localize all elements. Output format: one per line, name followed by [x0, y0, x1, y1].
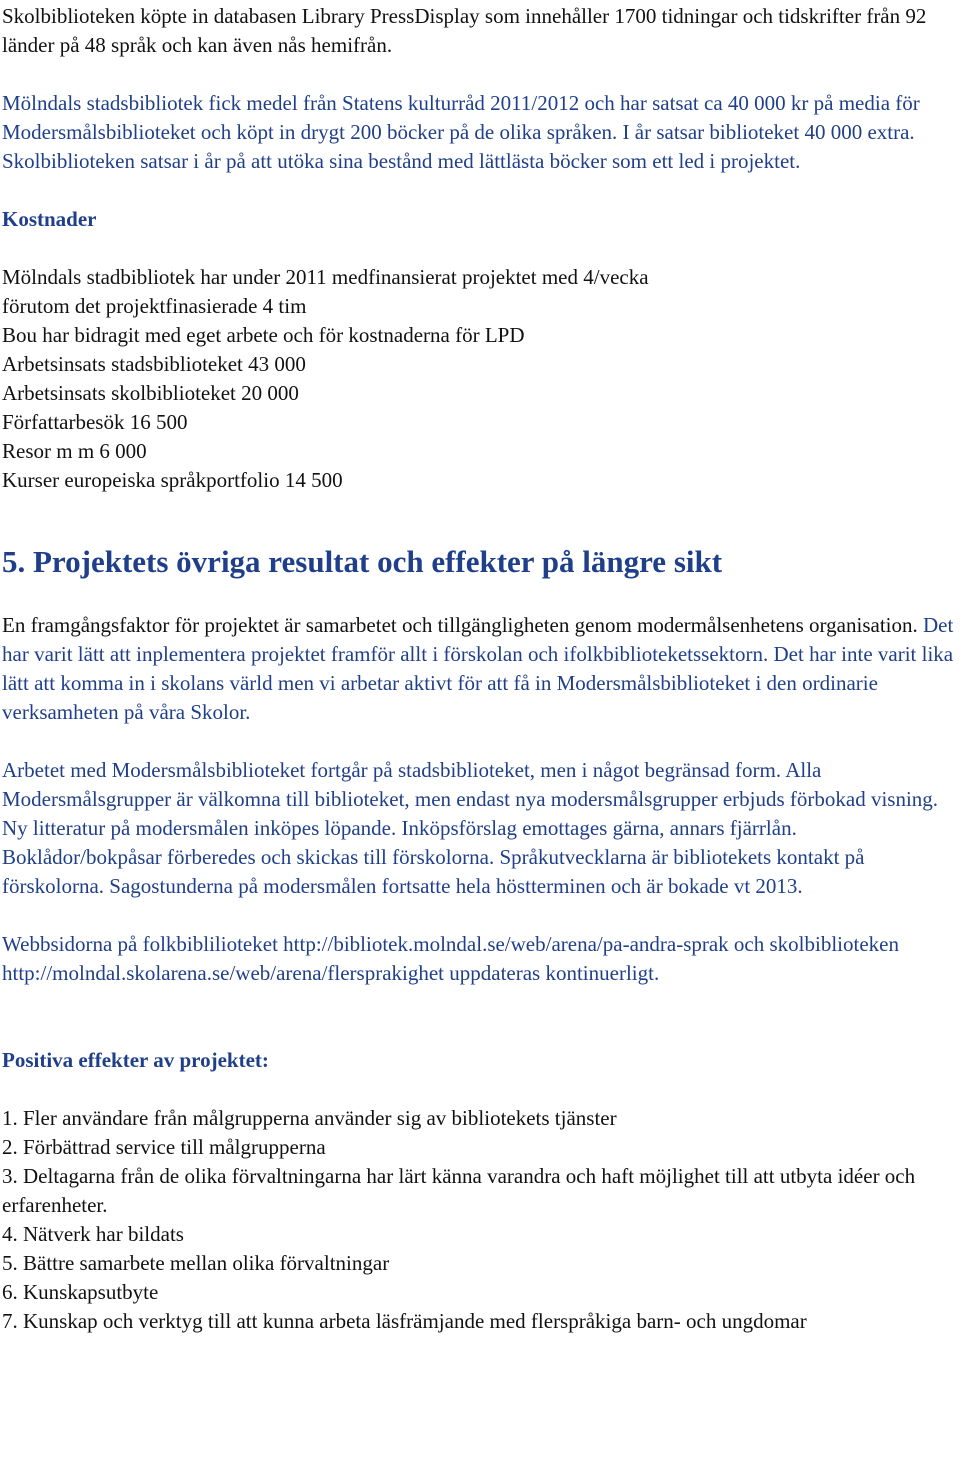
costs-line: Kurser europeiska språkportfolio 14 500: [2, 468, 343, 492]
list-item: 2. Förbättrad service till målgrupperna: [2, 1135, 326, 1159]
positive-effects-list: [2, 1104, 958, 1336]
media-sentence-2: I år satsar biblioteket 40 000 extra.: [622, 120, 915, 144]
section-5-sentence-2: Det har varit lätt att inplementera projektet framför allt i förskolan och ifolkbiblioteketssektorn.: [2, 613, 954, 666]
list-item: 6. Kunskapsutbyte: [2, 1280, 159, 1304]
list-item: 3. Deltagarna från de olika förvaltningarna har lärt känna varandra och haft möjlighet till att utbyta idéer och erfarenheter.: [2, 1164, 916, 1217]
section-5-paragraph-1: [2, 611, 958, 727]
intro-paragraph: Skolbiblioteken köpte in databasen Library PressDisplay som innehåller 1700 tidningar och tidskrifter från 92 länder på 48 språk och kan även nås hemifrån.: [2, 4, 927, 57]
list-item: 1. Fler användare från målgrupperna använder sig av bibliotekets tjänster: [2, 1106, 617, 1130]
section-5-paragraph-3: Webbsidorna på folkbiblilioteket http://bibliotek.molndal.se/web/arena/pa-andra-sprak och skolbiblioteken http://molndal.skolarena.se/web/arena/flersprakighet uppdateras kontinuerligt.: [2, 932, 899, 985]
list-item: 4. Nätverk har bildats: [2, 1222, 184, 1246]
costs-heading: Kostnader: [2, 207, 97, 231]
costs-line: Arbetsinsats stadsbiblioteket 43 000: [2, 352, 306, 376]
section-5-paragraph-2: Arbetet med Modersmålsbiblioteket fortgår på stadsbiblioteket, men i något begränsad form. Alla Modersmålsgrupper är välkomna till biblioteket, men endast nya modersmålsgrupper erbjuds förbokad visning. Ny litteratur på modersmålen inköpes löpande. Inköpsförslag emottages gärna, annars fjärrlån. Boklådor/bokpåsar förberedes och skickas till förskolorna. Språkutvecklarna är bibliotekets kontakt på förskolorna. Sagostunderna på modersmålen fortsatte hela höstterminen och är bokade vt 2013.: [2, 758, 939, 898]
media-sentence-3: Skolbiblioteken satsar i år på att utöka sina bestånd med lättlästa böcker som ett led i projektet.: [2, 149, 801, 173]
section-5-sentence-3: Det har inte varit lika lätt att komma in i skolans värld men vi arbetar aktivt för att få in Modersmålsbiblioteket i den ordinarie verksamheten på våra Skolor.: [2, 642, 954, 724]
costs-line: Resor m m 6 000: [2, 439, 147, 463]
costs-line: Bou har bidragit med eget arbete och för kostnaderna för LPD: [2, 323, 525, 347]
document-page: [2, 0, 958, 1336]
costs-line: Författarbesök 16 500: [2, 410, 188, 434]
positive-effects-heading: Positiva effekter av projektet:: [2, 1048, 269, 1072]
section-5-sentence-1: En framgångsfaktor för projektet är samarbetet och tillgängligheten genom modermålsenhetens organisation.: [2, 613, 918, 637]
costs-line: Arbetsinsats skolbiblioteket 20 000: [2, 381, 299, 405]
list-item: 7. Kunskap och verktyg till att kunna arbeta läsfrämjande med flerspråkiga barn- och ungdomar: [2, 1309, 807, 1333]
media-sentence-1: Mölndals stadsbibliotek fick medel från Statens kulturråd 2011/2012 och har satsat ca 40 000 kr på media för Modersmålsbiblioteket och köpt in drygt 200 böcker på de olika språken.: [2, 91, 920, 144]
list-item: 5. Bättre samarbete mellan olika förvaltningar: [2, 1251, 390, 1275]
media-paragraph: [2, 89, 958, 176]
costs-list: [2, 263, 958, 495]
section-5-heading: 5. Projektets övriga resultat och effekter på längre sikt: [2, 544, 723, 579]
costs-line: förutom det projektfinasierade 4 tim: [2, 294, 307, 318]
costs-line: Mölndals stadbibliotek har under 2011 medfinansierat projektet med 4/vecka: [2, 265, 649, 289]
